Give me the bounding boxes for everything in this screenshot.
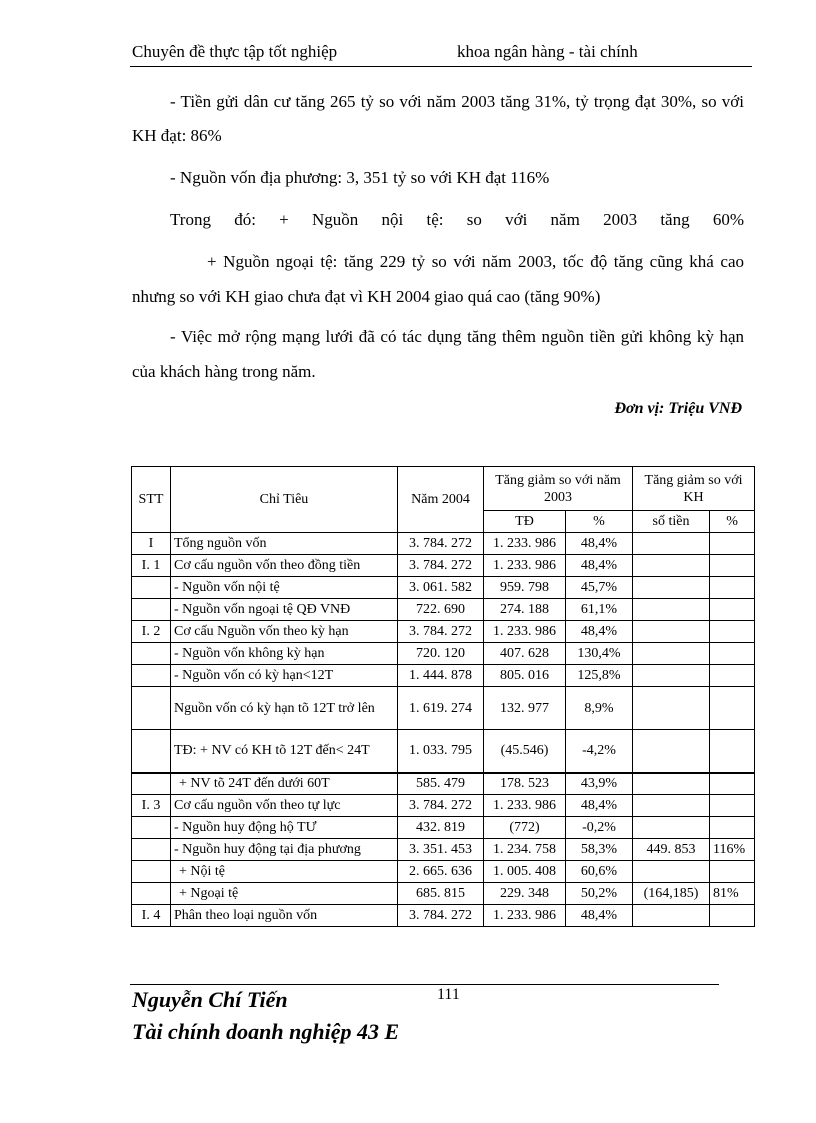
cell-nam-2004: 722. 690 [398, 599, 484, 621]
cell-percent: -0,2% [566, 817, 633, 839]
header-right-title: khoa ngân hàng - tài chính [457, 42, 638, 61]
header-divider [130, 66, 752, 67]
header-tang-giam-kh: Tăng giảm so với KH [633, 467, 755, 511]
cell-stt [132, 643, 171, 665]
cell-stt [132, 817, 171, 839]
paragraph-4-line-1: + Nguồn ngoại tệ: tăng 229 tỷ so với năm 2003, tốc độ tăng cũng khá cao [207, 252, 744, 271]
cell-so-tien [633, 599, 710, 621]
cell-td: (772) [484, 817, 566, 839]
cell-stt: I. 1 [132, 555, 171, 577]
footer-divider [130, 984, 719, 985]
cell-percent-kh [710, 773, 755, 795]
cell-percent-kh [710, 665, 755, 687]
cell-percent: 61,1% [566, 599, 633, 621]
cell-chi-tieu: Cơ cấu Nguồn vốn theo kỳ hạn [171, 621, 398, 643]
cell-so-tien [633, 905, 710, 927]
cell-so-tien [633, 687, 710, 730]
cell-percent: 48,4% [566, 621, 633, 643]
cell-chi-tieu: Tổng nguồn vốn [171, 533, 398, 555]
cell-stt [132, 839, 171, 861]
table-header-row [132, 467, 755, 511]
cell-percent: 50,2% [566, 883, 633, 905]
cell-so-tien [633, 861, 710, 883]
cell-td: 1. 005. 408 [484, 861, 566, 883]
cell-stt: I. 2 [132, 621, 171, 643]
table-row [132, 533, 755, 555]
cell-td: 229. 348 [484, 883, 566, 905]
cell-percent-kh [710, 817, 755, 839]
cell-percent: 8,9% [566, 687, 633, 730]
cell-td: 1. 233. 986 [484, 533, 566, 555]
paragraph-3: Trong đó: + Nguồn nội tệ: so với năm 2003 tăng 60% [170, 210, 744, 229]
cell-nam-2004: 720. 120 [398, 643, 484, 665]
cell-nam-2004: 685. 815 [398, 883, 484, 905]
cell-percent: 130,4% [566, 643, 633, 665]
header-percent: % [566, 511, 633, 533]
cell-chi-tieu: Phân theo loại nguồn vốn [171, 905, 398, 927]
cell-stt [132, 773, 171, 795]
table-row [132, 817, 755, 839]
cell-percent: 60,6% [566, 861, 633, 883]
cell-chi-tieu: - Nguồn huy động hộ TƯ [171, 817, 398, 839]
cell-chi-tieu: Cơ cấu nguồn vốn theo tự lực [171, 795, 398, 817]
cell-td: (45.546) [484, 730, 566, 773]
page-number: 111 [437, 986, 460, 1003]
cell-so-tien [633, 577, 710, 599]
cell-so-tien: (164,185) [633, 883, 710, 905]
table-row [132, 555, 755, 577]
paragraph-1-line-2: KH đạt: 86% [132, 126, 222, 145]
cell-percent-kh [710, 861, 755, 883]
cell-nam-2004: 585. 479 [398, 773, 484, 795]
cell-nam-2004: 3. 784. 272 [398, 621, 484, 643]
table-row [132, 905, 755, 927]
capital-table [131, 466, 755, 927]
cell-percent: 48,4% [566, 555, 633, 577]
cell-chi-tieu: + Ngoại tệ [171, 883, 398, 905]
cell-so-tien [633, 643, 710, 665]
table-row [132, 795, 755, 817]
cell-nam-2004: 3. 061. 582 [398, 577, 484, 599]
cell-chi-tieu: TĐ: + NV có KH tõ 12T đến< 24T [171, 730, 398, 773]
cell-percent-kh [710, 905, 755, 927]
paragraph-5-line-2: của khách hàng trong năm. [132, 362, 316, 381]
cell-so-tien [633, 533, 710, 555]
cell-stt: I. 4 [132, 905, 171, 927]
cell-td: 959. 798 [484, 577, 566, 599]
cell-so-tien [633, 621, 710, 643]
cell-nam-2004: 3. 784. 272 [398, 905, 484, 927]
header-left-title: Chuyên đề thực tập tốt nghiệp [132, 42, 338, 61]
paragraph-2: - Nguồn vốn địa phương: 3, 351 tỷ so với KH đạt 116% [170, 168, 550, 187]
cell-percent: 45,7% [566, 577, 633, 599]
cell-stt [132, 883, 171, 905]
cell-so-tien [633, 665, 710, 687]
header-so-tien: số tiền [633, 511, 710, 533]
cell-chi-tieu: - Nguồn huy động tại địa phương [171, 839, 398, 861]
cell-percent-kh [710, 577, 755, 599]
cell-percent-kh [710, 599, 755, 621]
cell-percent: 48,4% [566, 795, 633, 817]
cell-stt [132, 861, 171, 883]
header-stt: STT [132, 467, 171, 533]
cell-td: 1. 234. 758 [484, 839, 566, 861]
cell-percent-kh [710, 730, 755, 773]
cell-percent-kh [710, 795, 755, 817]
class-name: Tài chính doanh nghiệp 43 E [132, 1019, 400, 1044]
cell-percent: 48,4% [566, 533, 633, 555]
cell-nam-2004: 1. 619. 274 [398, 687, 484, 730]
paragraph-1-line-1: - Tiền gửi dân cư tăng 265 tỷ so với năm 2003 tăng 31%, tỷ trọng đạt 30%, so với [170, 92, 744, 111]
paragraph-4-line-2: nhưng so với KH giao chưa đạt vì KH 2004 giao quá cao (tăng 90%) [132, 287, 601, 306]
table-row [132, 773, 755, 795]
header-td: TĐ [484, 511, 566, 533]
header-tang-giam-2003: Tăng giảm so với năm 2003 [484, 467, 633, 511]
cell-td: 132. 977 [484, 687, 566, 730]
cell-percent-kh: 81% [710, 883, 755, 905]
paragraph-5-line-1: - Việc mở rộng mạng lưới đã có tác dụng tăng thêm nguồn tiền gửi không kỳ hạn [170, 327, 744, 346]
cell-percent: 58,3% [566, 839, 633, 861]
cell-stt: I. 3 [132, 795, 171, 817]
cell-nam-2004: 3. 784. 272 [398, 795, 484, 817]
cell-td: 274. 188 [484, 599, 566, 621]
cell-percent-kh: 116% [710, 839, 755, 861]
header-nam-2004: Năm 2004 [398, 467, 484, 533]
cell-td: 805. 016 [484, 665, 566, 687]
table-row [132, 643, 755, 665]
table-row [132, 730, 755, 773]
cell-nam-2004: 2. 665. 636 [398, 861, 484, 883]
cell-stt [132, 577, 171, 599]
cell-td: 178. 523 [484, 773, 566, 795]
cell-chi-tieu: - Nguồn vốn có kỳ hạn<12T [171, 665, 398, 687]
cell-stt [132, 665, 171, 687]
cell-td: 1. 233. 986 [484, 621, 566, 643]
cell-so-tien [633, 730, 710, 773]
cell-nam-2004: 1. 444. 878 [398, 665, 484, 687]
author-name: Nguyễn Chí Tiến [132, 987, 288, 1012]
cell-nam-2004: 3. 351. 453 [398, 839, 484, 861]
cell-so-tien [633, 817, 710, 839]
table-row [132, 577, 755, 599]
cell-percent-kh [710, 687, 755, 730]
cell-percent-kh [710, 643, 755, 665]
cell-chi-tieu: Nguồn vốn có kỳ hạn tõ 12T trở lên [171, 687, 398, 730]
unit-label: Đơn vị: Triệu VNĐ [614, 400, 742, 417]
cell-so-tien [633, 773, 710, 795]
cell-stt [132, 687, 171, 730]
cell-percent-kh [710, 555, 755, 577]
cell-chi-tieu: Cơ cấu nguồn vốn theo đồng tiền [171, 555, 398, 577]
cell-nam-2004: 432. 819 [398, 817, 484, 839]
cell-chi-tieu: + Nội tệ [171, 861, 398, 883]
cell-chi-tieu: - Nguồn vốn ngoại tệ QĐ VNĐ [171, 599, 398, 621]
cell-stt [132, 599, 171, 621]
table-row [132, 861, 755, 883]
cell-nam-2004: 1. 033. 795 [398, 730, 484, 773]
cell-td: 1. 233. 986 [484, 555, 566, 577]
cell-percent: -4,2% [566, 730, 633, 773]
cell-so-tien [633, 555, 710, 577]
cell-so-tien: 449. 853 [633, 839, 710, 861]
table-row [132, 665, 755, 687]
cell-stt [132, 730, 171, 773]
cell-percent-kh [710, 621, 755, 643]
cell-chi-tieu: - Nguồn vốn nội tệ [171, 577, 398, 599]
cell-stt: I [132, 533, 171, 555]
cell-so-tien [633, 795, 710, 817]
table-row [132, 839, 755, 861]
cell-td: 1. 233. 986 [484, 795, 566, 817]
cell-percent-kh [710, 533, 755, 555]
cell-percent: 43,9% [566, 773, 633, 795]
cell-nam-2004: 3. 784. 272 [398, 555, 484, 577]
cell-percent: 48,4% [566, 905, 633, 927]
cell-td: 1. 233. 986 [484, 905, 566, 927]
table-row [132, 599, 755, 621]
cell-chi-tieu: + NV tõ 24T đến dưới 60T [171, 773, 398, 795]
header-chi-tieu: Chỉ Tiêu [171, 467, 398, 533]
table-row [132, 687, 755, 730]
table-row [132, 883, 755, 905]
cell-td: 407. 628 [484, 643, 566, 665]
table-row [132, 621, 755, 643]
table-body [132, 533, 755, 927]
cell-percent: 125,8% [566, 665, 633, 687]
cell-nam-2004: 3. 784. 272 [398, 533, 484, 555]
cell-chi-tieu: - Nguồn vốn không kỳ hạn [171, 643, 398, 665]
header-percent-kh: % [710, 511, 755, 533]
